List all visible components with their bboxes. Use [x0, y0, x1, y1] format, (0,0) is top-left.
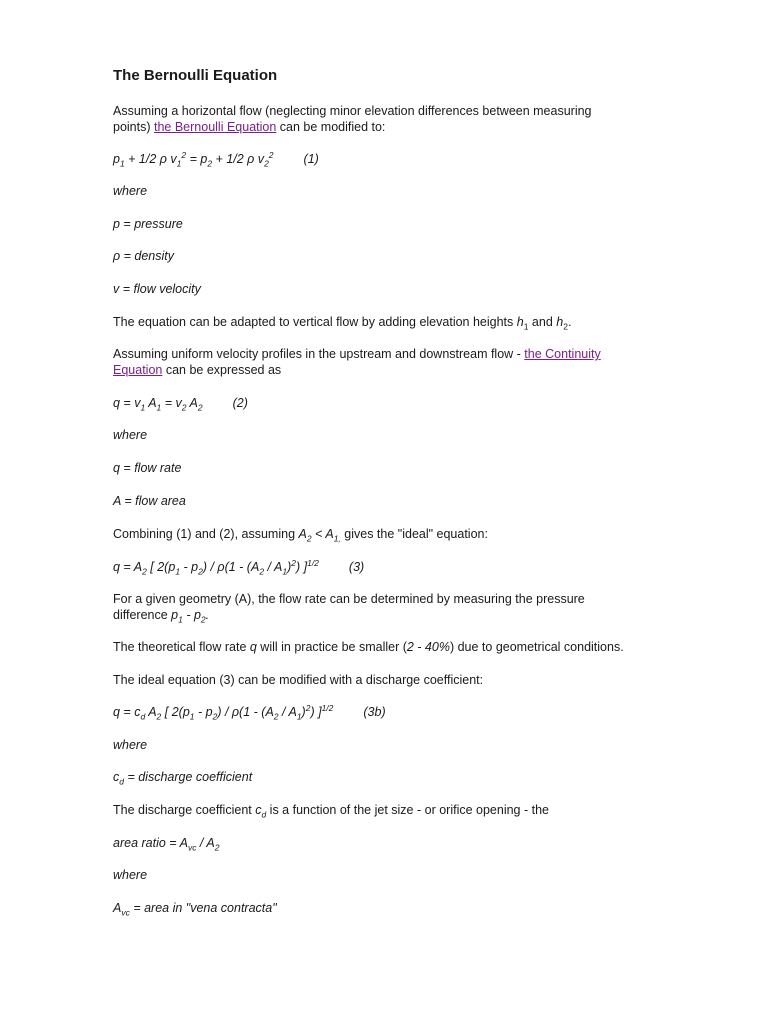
definition-flow-rate: q = flow rate — [113, 461, 182, 475]
definition-vena-contracta: $A_{vc}$ = area in "vena contracta" — [113, 901, 277, 918]
equation-3b: $q = c_d$ $A_2$ [ $2(p_1 - p_2) / \rho(1 - (A_2 / A_1)^2)$ ]$^{1/2}$ (3b) — [113, 702, 386, 722]
definition-discharge-coefficient: $c_d$ = discharge coefficient — [113, 770, 253, 787]
intro-line-1: Assuming a horizontal flow (neglecting minor elevation differences between measuring — [113, 104, 592, 118]
equation-3-number: (3) — [348, 560, 365, 574]
area-ratio: area ratio = $A_{vc} / A_2$ — [113, 836, 220, 853]
definition-density: ρ = density — [113, 249, 175, 263]
intro-line-2-post: can be modified to: — [276, 120, 386, 134]
continuity-equation-link-cont[interactable]: Equation — [113, 363, 163, 377]
combining-text: Combining (1) and (2), assuming $A_2 < A_{1,}$ gives the "ideal" equation: — [113, 527, 488, 544]
continuity-equation-link[interactable]: the Continuity — [524, 347, 601, 361]
equation-2-number: (2) — [232, 396, 248, 410]
where-label-3: where — [113, 738, 148, 752]
where-label-4: where — [113, 868, 148, 882]
definition-velocity: v = flow velocity — [113, 282, 201, 296]
equation-3: $q = A_2$ [ $2(p_1 - p_2) / \rho(1 - (A_2 / A_1)^2)$ ]$^{1/2}$ (3) — [113, 557, 365, 577]
intro-paragraph — [113, 103, 673, 135]
geometry-paragraph: For a given geometry (A), the flow rate can be determined by measuring the pressure difference $p_1 - p_2$. — [113, 592, 585, 625]
bernoulli-equation-link[interactable]: the Bernoulli Equation — [154, 120, 277, 134]
equation-3b-number: (3b) — [363, 705, 386, 719]
page-title: The Bernoulli Equation — [113, 67, 278, 84]
theoretical-flow-text: The theoretical flow rate q will in practice be smaller (2 - 40%) due to geometrical conditions. — [113, 640, 624, 654]
definition-pressure: p = pressure — [113, 217, 183, 231]
discharge-coefficient-text: The discharge coefficient $c_d$ is a function of the jet size - or orifice opening - the — [113, 803, 549, 820]
equation-2: $q = v_1$ $A_1 = v_2$ $A_2$ (2) — [113, 396, 248, 413]
equation-1-number: (1) — [303, 152, 319, 166]
equation-1: $p_1 + 1/2$ ρ $v_1^2 = p_2 + 1/2$ ρ $v_2^2$ (1) — [113, 149, 319, 169]
continuity-paragraph: Assuming uniform velocity profiles in the upstream and downstream flow - the Continuity Equation can be expressed as — [113, 347, 601, 377]
definition-flow-area: A = flow area — [113, 494, 186, 508]
where-label-1: where — [113, 184, 148, 198]
where-label-2: where — [113, 428, 148, 442]
intro-line-2-pre: points) — [113, 120, 154, 134]
ideal-modification-text: The ideal equation (3) can be modified with a discharge coefficient: — [113, 673, 484, 687]
vertical-flow-text: The equation can be adapted to vertical flow by adding elevation heights $h_1$ and $h_2$. — [113, 315, 572, 332]
